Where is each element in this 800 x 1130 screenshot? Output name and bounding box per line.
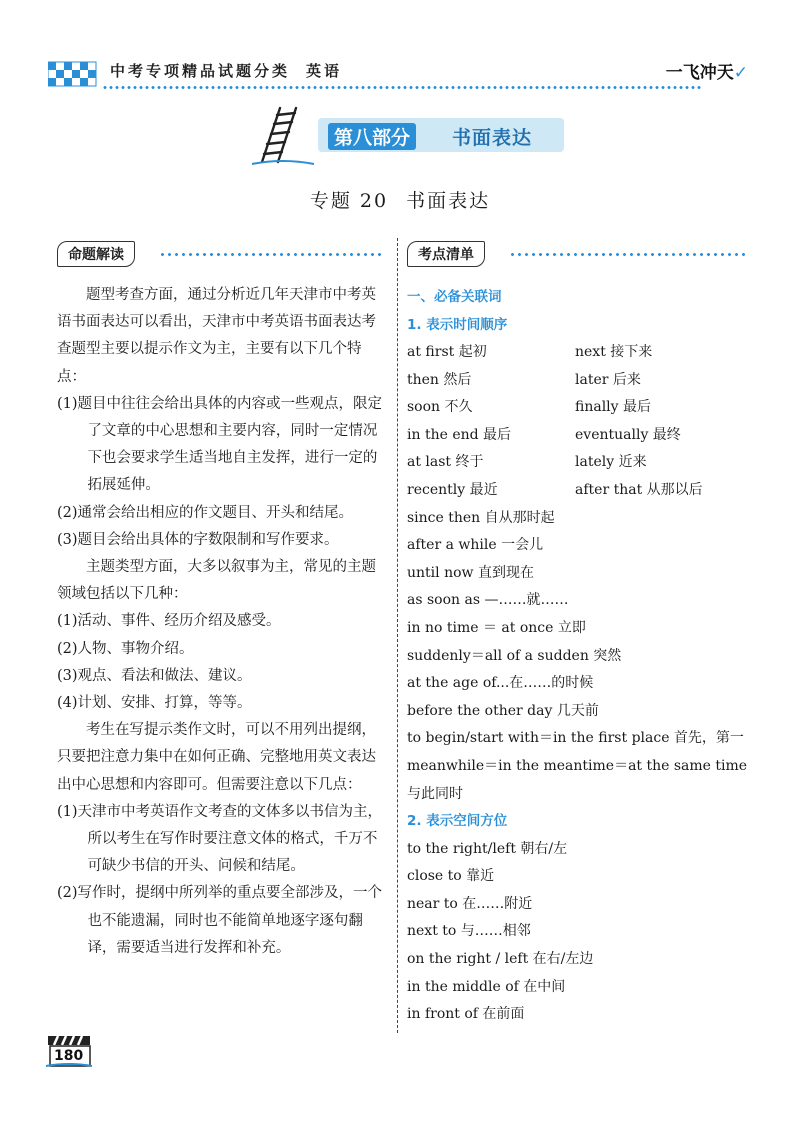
paragraph: (1)题目中往往会给出具体的内容或一些观点，限定了文章的中心思想和主要内容，同时一定情况下也会要求学生适当地自主发挥，进行一定的拓展延伸。 [57,395,383,494]
sub-heading: 2. 表示空间方位 [407,813,508,830]
paragraph: 主题类型方面，大多以叙事为主，常见的主题领域包括以下几种： [57,559,376,603]
paragraph: (2)写作时，提纲中所列举的重点要全部涉及，一个也不能遗漏，同时也不能简单地逐字逐句翻译，需要适当进行发挥和补充。 [57,885,383,956]
sub-heading: 1. 表示时间顺序 [407,316,508,333]
header-dotted-rule [102,86,702,89]
right-section-tag: 考点清单 [407,241,752,265]
part-name: 书面表达 [452,127,533,149]
page-number: 180 [54,1048,84,1064]
list-item: as soon as —……就…… [407,592,569,609]
paragraph: (3)题目会给出具体的字数限制和写作要求。 [57,531,339,548]
paragraph: (3)观点、看法和做法、建议。 [57,667,252,684]
checker-icon [48,58,100,88]
list-item: to begin/start with＝in the first place 首先，第一 [407,730,744,747]
list-item: in the middle of 在中间 [407,978,566,995]
part-banner [318,118,564,152]
page-number-badge [44,1034,94,1066]
topic-title [0,186,800,213]
paragraph: 考生在写提示类作文时，可以不用列出提纲，只要把注意力集中在如何正确、完整地用英文表达出中心思想和内容即可。但需要注意以下几点： [57,722,376,793]
list-item: after a while 一会儿 [407,537,544,554]
list-item: close to 靠近 [407,868,495,885]
paragraph: (1)活动、事件、经历介绍及感受。 [57,613,281,630]
list-item: on the right / left 在右/左边 [407,950,594,967]
list-item: near to 在……附近 [407,895,533,912]
list-item: at the age of...在……的时候 [407,675,594,692]
paragraph: (1)天津市中考英语作文考查的文体多以书信为主，所以考生在写作时要注意文体的格式，千万不可缺少书信的开头、问候和结尾。 [57,803,383,875]
list-item: then 然后 later 后来 [407,371,641,388]
list-item: meanwhile＝in the meantime＝at the same time [407,757,748,774]
list-item: to the right/left 朝右/左 [407,840,568,857]
list-item: in the end 最后 eventually 最终 [407,426,681,443]
list-item: next to 与……相邻 [407,923,531,940]
left-section-tag: 命题解读 [57,241,387,265]
list-item: until now 直到现在 [407,564,534,581]
part-number: 第八部分 [328,123,416,150]
list-item: suddenly＝all of a sudden 突然 [407,647,622,664]
paragraph: 题型考查方面，通过分析近几年天津市中考英语书面表达可以看出，天津市中考英语书面表达考查题型主要以提示作文为主，主要有以下几个特点： [57,287,376,385]
paragraph: (2)通常会给出相应的作文题目、开头和结尾。 [57,504,354,521]
list-item: in no time ＝ at once 立即 [407,619,586,636]
subject-label: 英语 [306,62,343,80]
list-item: at first 起初 next 接下来 [407,344,653,360]
left-column [57,282,387,962]
list-item: 与此同时 [407,785,463,802]
page-header [48,50,748,90]
series-title: 中考专项精品试题分类 英语 [110,62,343,80]
paragraph: (2)人物、事物介绍。 [57,640,194,657]
list-item: soon 不久 finally 最后 [407,399,652,416]
list-item: before the other day 几天前 [407,702,599,719]
topic-number: 专题 20 [309,190,389,212]
list-item: at last 终于 lately 近来 [407,454,647,471]
list-item: since then 自从那时起 [407,509,555,526]
right-column [407,284,752,1029]
brand-logo: 一飞冲天✓ [665,63,748,83]
column-divider [397,238,398,1033]
topic-name: 书面表达 [406,190,491,212]
list-item: in front of 在前面 [407,1006,525,1023]
paragraph: (4)计划、安排、打算，等等。 [57,695,252,712]
section-heading: 一、必备关联词 [407,289,502,305]
ladder-icon [248,104,318,166]
list-item: recently 最近 after that 从那以后 [407,481,703,498]
